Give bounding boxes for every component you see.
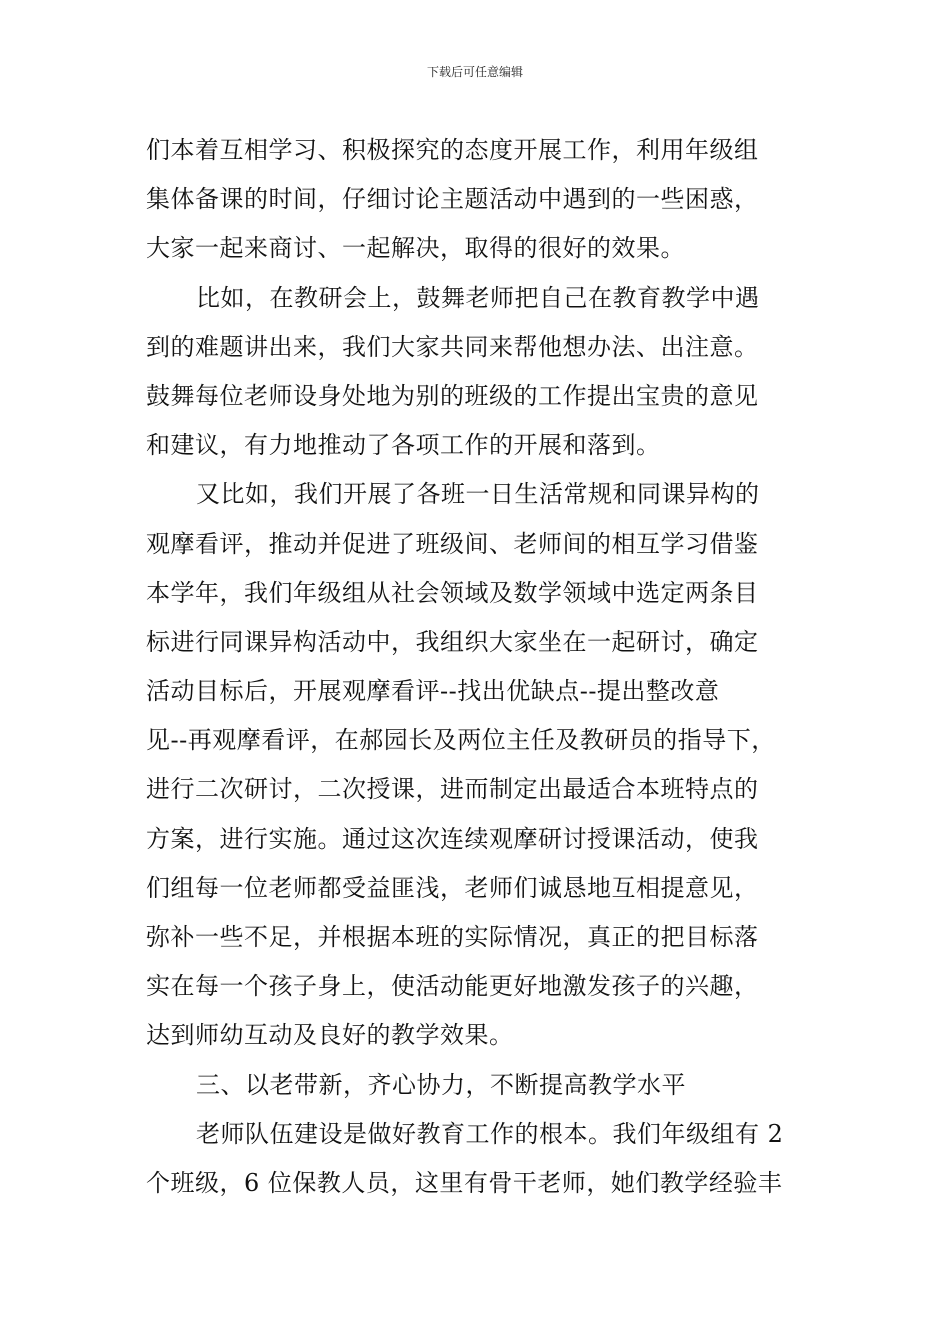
text-line: 鼓舞每位老师设身处地为别的班级的工作提出宝贵的意见 xyxy=(146,381,759,410)
paragraph-first-line: 老师队伍建设是做好教育工作的根本。我们年级组有 2 xyxy=(196,1119,784,1148)
text-line: 观摩看评，推动并促进了班级间、老师间的相互学习借鉴 xyxy=(146,529,759,558)
text-line: 和建议，有力地推动了各项工作的开展和落到。 xyxy=(146,431,661,460)
section-heading: 三、以老带新，齐心协力，不断提高教学水平 xyxy=(196,1070,686,1099)
text-line: 们本着互相学习、积极探究的态度开展工作，利用年级组 xyxy=(146,136,759,164)
paragraph-first-line: 比如，在教研会上，鼓舞老师把自己在教育教学中遇 xyxy=(196,283,760,312)
text-line: 大家一起来商讨、一起解决，取得的很好的效果。 xyxy=(146,234,685,263)
document-body xyxy=(146,126,826,1208)
text-line: 达到师幼互动及良好的教学效果。 xyxy=(146,1021,514,1050)
text-line: 弥补一些不足，并根据本班的实际情况，真正的把目标落 xyxy=(146,923,759,951)
text-line: 进行二次研讨，二次授课，进而制定出最适合本班特点的 xyxy=(146,775,759,804)
text-line: 到的难题讲出来，我们大家共同来帮他想办法、出注意。 xyxy=(146,332,759,361)
text-line: 方案，进行实施。通过这次连续观摩研讨授课活动，使我 xyxy=(146,824,759,853)
text-line: 标进行同课异构活动中，我组织大家坐在一起研讨，确定 xyxy=(146,627,759,656)
text-line: 活动目标后，开展观摩看评--找出优缺点--提出整改意 xyxy=(146,677,720,706)
page-header-note: 下载后可任意编辑 xyxy=(426,65,523,79)
text-line: 实在每一个孩子身上，使活动能更好地激发孩子的兴趣， xyxy=(146,972,759,1001)
text-line: 集体备课的时间，仔细讨论主题活动中遇到的一些困惑， xyxy=(146,185,759,214)
text-line: 见--再观摩看评，在郝园长及两位主任及教研员的指导下， xyxy=(146,726,776,755)
text-line: 们组每一位老师都受益匪浅，老师们诚恳地互相提意见， xyxy=(146,873,759,902)
paragraph-first-line: 又比如，我们开展了各班一日生活常规和同课异构的 xyxy=(196,480,760,509)
text-line: 个班级，6 位保教人员，这里有骨干老师，她们教学经验丰 xyxy=(146,1168,783,1197)
text-line: 本学年，我们年级组从社会领域及数学领域中选定两条目 xyxy=(146,578,759,607)
